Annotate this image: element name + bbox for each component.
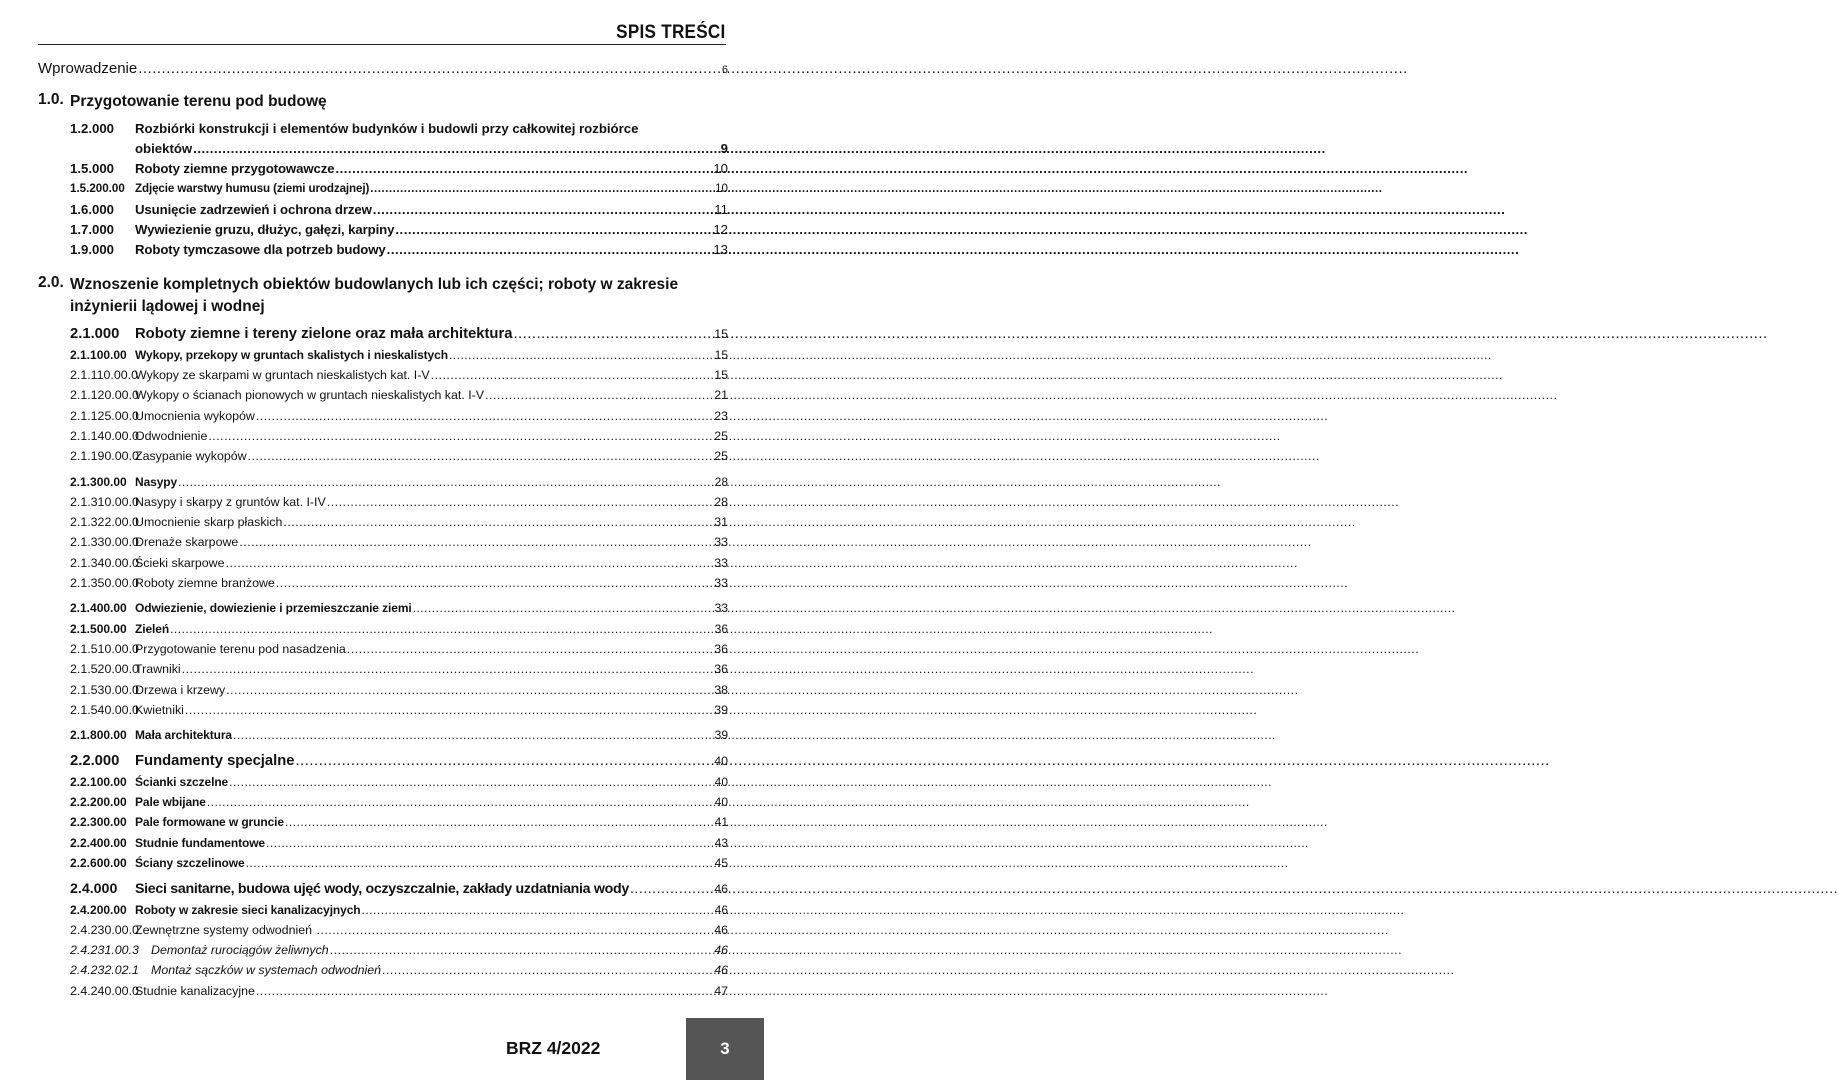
toc-entry[interactable] bbox=[38, 725, 728, 745]
toc-entry-title: Nasypy i skarpy z gruntów kat. I-IV bbox=[135, 494, 326, 509]
toc-entry-title: Wykopy, przekopy w gruntach skalistych i nieskalistych bbox=[135, 347, 448, 362]
toc-entry-code: 2.1.310.00.0 bbox=[70, 494, 139, 509]
dot-leader bbox=[239, 532, 700, 552]
toc-entry-code: 2.4.200.00 bbox=[70, 902, 127, 917]
toc-entry[interactable] bbox=[38, 385, 728, 405]
dot-leader bbox=[431, 365, 700, 385]
section-number: 1.0. bbox=[38, 91, 64, 108]
toc-entry-1-2-000[interactable] bbox=[38, 119, 728, 159]
dot-leader bbox=[285, 812, 700, 832]
toc-entry-page: 38 bbox=[714, 682, 728, 697]
toc-entry-code: 1.6.000 bbox=[70, 201, 114, 217]
toc-entry-code: 2.2.200.00 bbox=[70, 795, 127, 810]
toc-entry-title: Pale wbijane bbox=[135, 795, 206, 810]
toc-entry[interactable] bbox=[38, 324, 728, 344]
toc-entry-title: Ścianki szczelne bbox=[135, 774, 229, 789]
toc-entry-title: Roboty ziemne przygotowawcze bbox=[135, 161, 335, 176]
toc-entry[interactable] bbox=[38, 553, 728, 573]
section-number: 2.0. bbox=[38, 274, 64, 292]
toc-entry-title: Wprowadzenie bbox=[38, 60, 138, 77]
toc-entry[interactable] bbox=[38, 240, 728, 260]
toc-entry-code: 2.1.190.00.0 bbox=[70, 449, 139, 464]
dot-leader bbox=[233, 725, 700, 745]
toc-entry-page: 25 bbox=[714, 428, 728, 443]
dot-leader bbox=[395, 220, 700, 240]
toc-entry-title: Fundamenty specjalne bbox=[135, 753, 295, 770]
toc-entry[interactable] bbox=[38, 700, 728, 720]
toc-entry[interactable] bbox=[38, 426, 728, 446]
toc-entry[interactable] bbox=[38, 573, 728, 593]
section-heading-1 bbox=[38, 91, 728, 113]
toc-entry-title: Pale formowane w gruncie bbox=[135, 815, 284, 830]
dot-leader bbox=[413, 598, 700, 618]
toc-entry[interactable] bbox=[38, 812, 728, 832]
dot-leader bbox=[327, 492, 700, 512]
toc-entry[interactable] bbox=[38, 853, 728, 873]
toc-entry-page: 12 bbox=[713, 221, 728, 237]
toc-entry-page: 36 bbox=[714, 662, 728, 677]
dot-leader bbox=[193, 139, 700, 159]
toc-entry-code: 2.4.232.02.1 bbox=[70, 963, 139, 978]
toc-entry-page: 46 bbox=[714, 943, 728, 958]
toc-entry-page: 46 bbox=[714, 902, 728, 917]
toc-entry[interactable] bbox=[38, 680, 728, 700]
toc-entry-title: Roboty ziemne i tereny zielone oraz mała architektura bbox=[135, 326, 513, 343]
dot-leader bbox=[256, 981, 700, 1001]
toc-entry[interactable] bbox=[38, 598, 728, 618]
toc-entry-title-continued: obiektów bbox=[135, 141, 193, 156]
toc-entry-title: Sieci sanitarne, budowa ujęć wody, oczyszczalnie, zakłady uzdatniania wody bbox=[135, 881, 629, 898]
toc-entry-page: 36 bbox=[714, 621, 728, 636]
toc-entry-title: Montaż sączków w systemach odwodnień bbox=[151, 963, 382, 978]
toc-entry[interactable] bbox=[38, 751, 728, 771]
toc-entry-code: 2.1.350.00.0 bbox=[70, 576, 139, 591]
dot-leader bbox=[316, 920, 700, 940]
toc-entry[interactable] bbox=[38, 900, 728, 920]
toc-entry-code: 2.1.322.00.0 bbox=[70, 515, 139, 530]
toc-entry-code: 2.4.000 bbox=[70, 881, 118, 898]
toc-entry-title: Kwietniki bbox=[135, 702, 184, 717]
toc-entry-code: 2.1.510.00.0 bbox=[70, 641, 139, 656]
dot-leader bbox=[246, 853, 700, 873]
toc-entry-title: Roboty w zakresie sieci kanalizacyjnych bbox=[135, 902, 361, 917]
section-title: Przygotowanie terenu pod budowę bbox=[70, 93, 327, 110]
toc-entry-code: 2.1.300.00 bbox=[70, 474, 127, 489]
dot-leader bbox=[382, 960, 700, 980]
dot-leader bbox=[330, 940, 700, 960]
toc-entry-code: 2.1.120.00.0 bbox=[70, 388, 139, 403]
toc-entry[interactable] bbox=[38, 220, 728, 240]
dot-leader bbox=[283, 512, 700, 532]
toc-entry[interactable] bbox=[38, 792, 728, 812]
toc-entry-code: 1.7.000 bbox=[70, 221, 114, 237]
toc-entry-page: 15 bbox=[714, 347, 728, 362]
toc-entry-title: Ściany szczelinowe bbox=[135, 855, 245, 870]
toc-entry-code: 2.1.140.00.0 bbox=[70, 428, 139, 443]
toc-entry-title: Rozbiórki konstrukcji i elementów budynków i budowli przy całkowitej rozbiórce bbox=[135, 121, 639, 136]
toc-entry-page: 41 bbox=[714, 815, 728, 830]
toc-entry-title: Usunięcie zadrzewień i ochrona drzew bbox=[135, 201, 372, 217]
toc-entry-code: 2.2.300.00 bbox=[70, 815, 127, 830]
toc-entry-title: Studnie fundamentowe bbox=[135, 835, 266, 850]
dot-leader bbox=[138, 60, 712, 77]
toc-entry-code: 2.1.340.00.0 bbox=[70, 555, 139, 570]
toc-entry-code: 2.1.800.00 bbox=[70, 728, 127, 743]
toc-entry-title: Drenaże skarpowe bbox=[135, 535, 239, 550]
toc-entry[interactable] bbox=[38, 406, 728, 426]
dot-leader bbox=[208, 426, 700, 446]
toc-entry-page: 39 bbox=[714, 728, 728, 743]
toc-entry-title: Roboty ziemne branżowe bbox=[135, 576, 275, 591]
toc-entry-page: 25 bbox=[714, 449, 728, 464]
toc-entry-page: 15 bbox=[714, 368, 728, 383]
toc-entry[interactable] bbox=[38, 772, 728, 792]
toc-entry-title: Zieleń bbox=[135, 621, 170, 636]
toc-entry-page: 40 bbox=[714, 774, 728, 789]
toc-entry-code: 2.1.125.00.0 bbox=[70, 408, 139, 423]
dot-leader bbox=[185, 700, 700, 720]
dot-leader bbox=[226, 680, 700, 700]
toc-entry-title: Zewnętrzne systemy odwodnień bbox=[135, 922, 316, 937]
toc-entry-page: 6 bbox=[721, 64, 728, 76]
toc-entry-intro[interactable] bbox=[38, 60, 728, 77]
toc-entry-title: Drzewa i krzewy bbox=[135, 682, 226, 697]
toc-entry[interactable] bbox=[38, 532, 728, 552]
toc-entry-page: 11 bbox=[714, 201, 728, 217]
toc-entry-page: 47 bbox=[714, 983, 728, 998]
toc-entry[interactable] bbox=[38, 345, 728, 365]
toc-entry-code: 2.2.000 bbox=[70, 753, 120, 770]
toc-entry-page: 46 bbox=[714, 882, 728, 897]
dot-leader bbox=[178, 472, 700, 492]
toc-entry-page: 46 bbox=[714, 963, 728, 978]
toc-entry-code: 2.1.110.00.0 bbox=[70, 368, 138, 383]
toc-entry[interactable] bbox=[38, 159, 728, 179]
toc-entry[interactable] bbox=[38, 512, 728, 532]
toc-entry-code: 2.1.000 bbox=[70, 326, 120, 343]
toc-entry-page: 40 bbox=[714, 754, 728, 769]
toc-entry[interactable] bbox=[38, 960, 728, 980]
toc-entry-code: 2.1.500.00 bbox=[70, 621, 127, 636]
toc-entry-page: 33 bbox=[714, 601, 728, 616]
toc-entry[interactable] bbox=[38, 981, 728, 1001]
toc-entry-page: 31 bbox=[714, 515, 728, 530]
toc-entry-page: 40 bbox=[714, 795, 728, 810]
dot-leader bbox=[276, 573, 700, 593]
toc-entry-title: Roboty tymczasowe dla potrzeb budowy bbox=[135, 242, 386, 258]
table-of-contents bbox=[38, 60, 728, 1001]
dot-leader bbox=[362, 900, 700, 920]
toc-entry-code: 2.1.520.00.0 bbox=[70, 662, 139, 677]
dot-leader bbox=[449, 345, 700, 365]
toc-entry[interactable] bbox=[38, 365, 728, 385]
toc-entry-title: Wykopy o ścianach pionowych w gruntach nieskalistych kat. I-V bbox=[135, 388, 485, 403]
toc-entry-page: 23 bbox=[714, 408, 728, 423]
toc-entry[interactable] bbox=[38, 659, 728, 679]
toc-entry[interactable] bbox=[38, 879, 728, 899]
dot-leader bbox=[229, 772, 700, 792]
toc-entry-title: Przygotowanie terenu pod nasadzenia bbox=[135, 641, 346, 656]
toc-entry-page: 21 bbox=[714, 388, 728, 403]
dot-leader bbox=[296, 751, 700, 771]
toc-entry-page: 28 bbox=[714, 474, 728, 489]
toc-entry-title: Zdjęcie warstwy humusu (ziemi urodzajnej) bbox=[135, 182, 370, 196]
toc-entry-code: 2.2.600.00 bbox=[70, 855, 127, 870]
dot-leader bbox=[335, 159, 700, 179]
dot-leader bbox=[266, 833, 700, 853]
toc-entry-page: 39 bbox=[714, 702, 728, 717]
toc-entry-code: 1.9.000 bbox=[70, 242, 114, 258]
toc-entry[interactable] bbox=[38, 179, 728, 199]
dot-leader bbox=[226, 553, 700, 573]
toc-entry-title: Wywiezienie gruzu, dłużyc, gałęzi, karpiny bbox=[135, 221, 395, 237]
toc-entry[interactable] bbox=[38, 446, 728, 466]
toc-entry-page: 10 bbox=[713, 161, 728, 176]
dot-leader bbox=[170, 619, 700, 639]
dot-leader bbox=[387, 240, 700, 260]
toc-entry-code: 2.4.230.00.0 bbox=[70, 922, 139, 937]
toc-entry-title: Odwodnienie bbox=[135, 428, 208, 443]
toc-entry-page: 33 bbox=[714, 535, 728, 550]
toc-entry-page: 46 bbox=[714, 922, 728, 937]
toc-entry-title: Ścieki skarpowe bbox=[135, 555, 225, 570]
page-number-box bbox=[686, 1018, 764, 1080]
toc-entry[interactable] bbox=[38, 639, 728, 659]
dot-leader bbox=[485, 385, 700, 405]
section-title: Wznoszenie kompletnych obiektów budowlanych lub ich części; roboty w zakresie inżynierii lądowej i wodnej bbox=[70, 276, 679, 316]
toc-entry-page: 45 bbox=[714, 855, 728, 870]
toc-entry[interactable] bbox=[38, 920, 728, 940]
toc-entry-code: 2.1.400.00 bbox=[70, 601, 127, 616]
toc-entry-code: 2.4.240.00.0 bbox=[70, 983, 139, 998]
toc-entry-page: 9 bbox=[720, 141, 728, 156]
toc-entry-page: 33 bbox=[714, 576, 728, 591]
dot-leader bbox=[373, 200, 700, 220]
issue-label: BRZ 4/2022 bbox=[506, 1038, 601, 1058]
toc-entry-code: 2.1.100.00 bbox=[70, 347, 127, 362]
dot-leader bbox=[630, 879, 700, 899]
toc-entry-code: 1.2.000 bbox=[70, 121, 114, 136]
toc-entry-page: 13 bbox=[713, 242, 728, 258]
toc-entry-page: 43 bbox=[714, 835, 728, 850]
toc-entry-page: 36 bbox=[714, 641, 728, 656]
toc-entry[interactable] bbox=[38, 619, 728, 639]
toc-entry-title: Wykopy ze skarpami w gruntach nieskalistych kat. I-V bbox=[135, 368, 430, 383]
toc-entry-code: 2.1.540.00.0 bbox=[70, 702, 139, 717]
dot-leader bbox=[256, 406, 700, 426]
toc-entry-title: Demontaż rurociągów żeliwnych bbox=[151, 943, 329, 958]
toc-entry-title: Odwiezienie, dowiezienie i przemieszczanie ziemi bbox=[135, 601, 412, 616]
toc-entry-title: Umocnienie skarp płaskich bbox=[135, 515, 283, 530]
toc-entry-title: Trawniki bbox=[135, 662, 181, 677]
toc-entry[interactable] bbox=[38, 200, 728, 220]
toc-entry-title: Nasypy bbox=[135, 474, 178, 489]
dot-leader bbox=[347, 639, 700, 659]
toc-entry-code: 2.2.100.00 bbox=[70, 774, 127, 789]
page-number: 3 bbox=[720, 1039, 730, 1058]
dot-leader bbox=[182, 659, 700, 679]
dot-leader bbox=[370, 179, 700, 199]
dot-leader bbox=[248, 446, 700, 466]
toc-entry[interactable] bbox=[38, 472, 728, 492]
toc-entry-title: Zasypanie wykopów bbox=[135, 449, 247, 464]
toc-entry[interactable] bbox=[38, 940, 728, 960]
toc-entry[interactable] bbox=[38, 492, 728, 512]
toc-entry-code: 2.2.400.00 bbox=[70, 835, 127, 850]
toc-entry-page: 28 bbox=[714, 494, 728, 509]
page-title: SPIS TREŚCI bbox=[616, 22, 726, 43]
toc-entry-code: 2.1.330.00.0 bbox=[70, 535, 139, 550]
toc-entry-code: 1.5.000 bbox=[70, 161, 114, 176]
section-heading-2 bbox=[38, 274, 728, 318]
toc-entry-title: Mała architektura bbox=[135, 728, 233, 743]
toc-entry-page: 33 bbox=[714, 555, 728, 570]
toc-entry[interactable] bbox=[38, 833, 728, 853]
dot-leader bbox=[207, 792, 700, 812]
toc-entry-code: 2.1.530.00.0 bbox=[70, 682, 139, 697]
toc-entry-title: Umocnienia wykopów bbox=[135, 408, 255, 423]
dot-leader bbox=[513, 324, 700, 344]
header-divider bbox=[38, 44, 726, 45]
toc-entry-page: 10 bbox=[715, 182, 728, 196]
toc-entry-title: Studnie kanalizacyjne bbox=[135, 983, 255, 998]
toc-entry-page: 15 bbox=[714, 327, 728, 342]
toc-entry-code: 1.5.200.00 bbox=[70, 182, 125, 196]
toc-entry-code: 2.4.231.00.3 bbox=[70, 943, 139, 958]
